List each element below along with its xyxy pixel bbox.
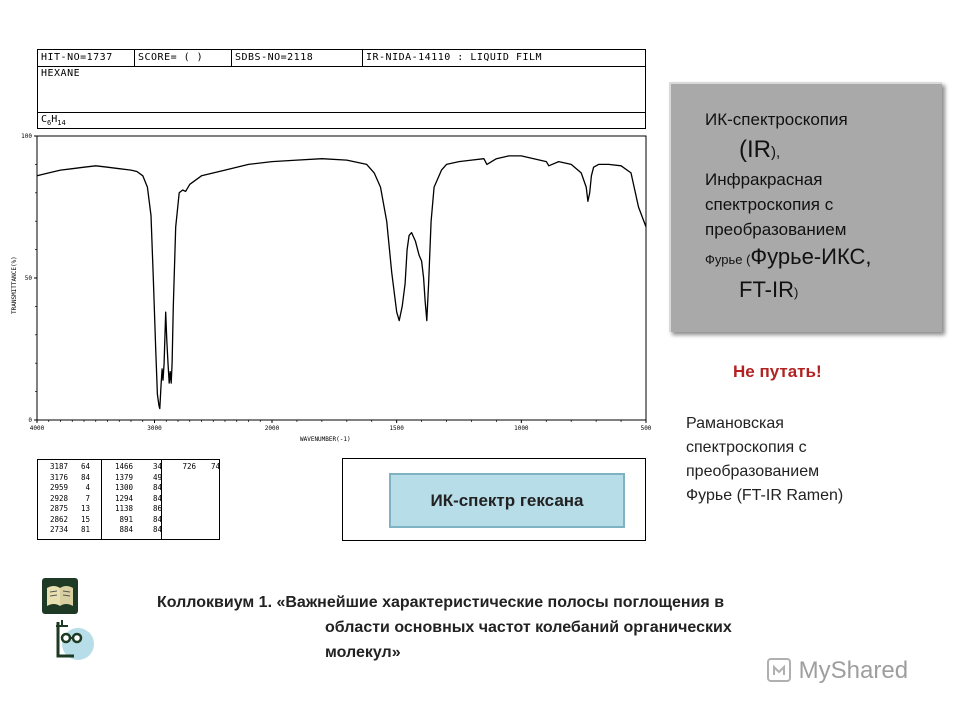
ir-line-3: Инфракрасная <box>705 170 823 189</box>
x-tick-label: 500 <box>640 425 652 432</box>
peak-wavenumber: 2928 <box>49 493 68 503</box>
peak-row <box>38 525 219 534</box>
raman-text <box>686 412 843 508</box>
watermark-logo-icon <box>766 657 792 683</box>
formula-c-sub: 6 <box>47 119 52 127</box>
peak-transmittance: 64 <box>80 462 90 471</box>
score-cell: SCORE= ( ) <box>135 50 232 66</box>
peak-wavenumber: 2734 <box>49 525 68 534</box>
ir-line-1: ИК-спектроскопия <box>705 110 848 129</box>
x-tick-label: 1500 <box>389 425 404 432</box>
ir-line-2 <box>739 136 780 164</box>
y-axis-label: TRANSMITTANCE(%) <box>11 256 18 314</box>
peak-row <box>38 462 219 471</box>
sdbs-no-cell: SDBS-NO=2118 <box>232 50 363 66</box>
formula-c: C <box>41 114 48 125</box>
peak-wavenumber: 2959 <box>49 483 68 492</box>
hit-no-cell: HIT-NO=1737 <box>38 50 135 66</box>
peak-wavenumber: 2875 <box>49 504 68 513</box>
spectrum-header-table <box>37 49 646 129</box>
peak-transmittance: 84 <box>152 525 162 534</box>
peak-transmittance: 4 <box>85 483 90 492</box>
peak-transmittance: 13 <box>80 504 90 513</box>
peak-transmittance: 84 <box>80 472 90 482</box>
formula-h-sub: 14 <box>57 119 66 127</box>
peak-row <box>38 473 219 482</box>
watermark <box>766 657 908 685</box>
ftir-abbrev: FT-IR <box>739 277 794 302</box>
ir-line-5: преобразованием <box>705 220 847 239</box>
peak-transmittance: 86 <box>152 504 162 513</box>
peak-table <box>37 459 220 540</box>
x-tick-label: 1000 <box>514 425 529 432</box>
ir-line-6 <box>705 244 872 270</box>
peak-wavenumber: 726 <box>182 462 196 471</box>
ir-nida-cell: IR-NIDA-14110 : LIQUID FILM <box>366 52 543 63</box>
peak-wavenumber: 3176 <box>49 472 68 482</box>
peak-transmittance: 49 <box>152 472 162 482</box>
x-tick-label: 4000 <box>29 425 45 432</box>
raman-line-2: спектроскопия с <box>686 439 807 456</box>
y-tick-label: 50 <box>24 275 32 282</box>
peak-wavenumber: 884 <box>119 525 133 534</box>
peak-wavenumber: 1379 <box>114 472 133 482</box>
chart-series <box>37 156 646 409</box>
peak-wavenumber: 1294 <box>114 493 133 503</box>
chart-frame <box>37 136 646 420</box>
x-axis-label: WAVENUMBER(-1) <box>300 436 351 443</box>
peak-transmittance: 81 <box>80 525 90 534</box>
colloquium-line-3: молекул» <box>325 644 401 661</box>
colloquium-line-2: области основных частот колебаний органических <box>325 619 732 636</box>
ftir-paren: ) <box>794 285 799 300</box>
peak-wavenumber: 891 <box>119 514 133 524</box>
colloquium-text <box>157 590 732 665</box>
warning-text: Не путать! <box>733 362 822 381</box>
molecular-formula <box>41 114 66 127</box>
peak-transmittance: 34 <box>152 462 162 471</box>
ir-spectrum-chart <box>0 128 660 448</box>
peak-wavenumber: 1300 <box>114 483 133 492</box>
peak-row <box>38 494 219 503</box>
spectrum-line <box>37 156 646 409</box>
peak-transmittance: 7 <box>85 493 90 503</box>
compound-name: HEXANE <box>41 68 81 79</box>
raman-line-3: преобразованием <box>686 463 820 480</box>
formula-h: H <box>51 114 58 125</box>
ir-fourier-small: Фурье ( <box>705 252 751 267</box>
formula-divider <box>38 112 645 113</box>
x-tick-label: 2000 <box>264 425 280 432</box>
peak-wavenumber: 1466 <box>114 462 133 471</box>
peak-wavenumber: 2862 <box>49 514 68 524</box>
watermark-text: MyShared <box>798 657 909 684</box>
peak-row <box>38 515 219 524</box>
peak-wavenumber: 1138 <box>114 504 133 513</box>
peak-transmittance: 84 <box>152 493 162 503</box>
peak-transmittance: 15 <box>80 514 90 524</box>
spectrum-caption: ИК-спектр гексана <box>389 473 625 528</box>
ir-line-4: спектроскопия с <box>705 195 834 214</box>
y-tick-label: 100 <box>21 133 32 140</box>
header-row <box>38 50 645 67</box>
peak-wavenumber: 3187 <box>49 462 68 471</box>
peak-transmittance: 74 <box>210 462 220 471</box>
x-tick-label: 3000 <box>147 425 162 432</box>
raman-line-1: Рамановская <box>686 415 784 432</box>
peak-transmittance: 84 <box>152 483 162 492</box>
peak-transmittance: 84 <box>152 514 162 524</box>
peak-row <box>38 483 219 492</box>
colloquium-line-1: Коллоквиум 1. «Важнейшие характеристические полосы поглощения в <box>157 594 725 611</box>
plot-border <box>37 136 646 420</box>
peak-row <box>38 504 219 513</box>
raman-line-4: Фурье (FT-IR Ramen) <box>686 487 844 504</box>
chart-ticks <box>21 133 652 432</box>
ir-definition-box <box>669 82 942 332</box>
ir-fourier-big: Фурье-ИКС, <box>750 244 872 269</box>
ir-abbrev: (IR <box>739 136 771 163</box>
y-tick-label: 0 <box>28 417 32 424</box>
ir-paren: ), <box>771 144 781 161</box>
book-icon <box>40 576 96 664</box>
ir-line-7 <box>739 277 798 303</box>
